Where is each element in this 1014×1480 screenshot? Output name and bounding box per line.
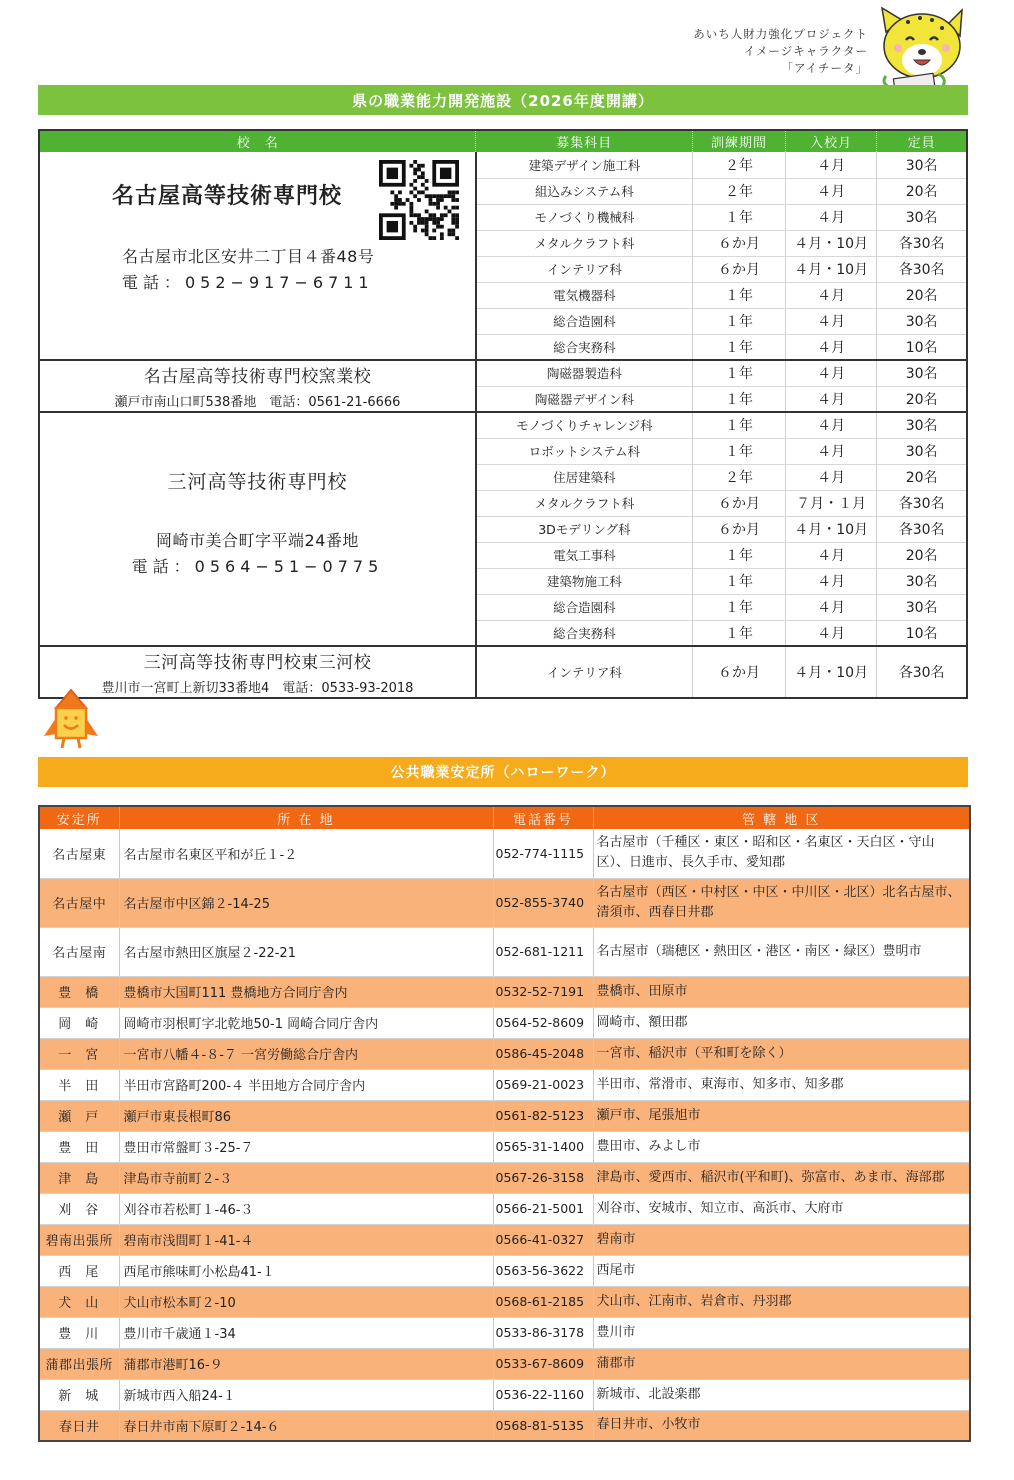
course-capacity: 20名 (877, 464, 967, 490)
training-table-header (39, 130, 967, 152)
course-name: インテリア科 (476, 256, 692, 282)
caption-line-1: あいち人財力強化プロジェクト (693, 27, 868, 41)
office-name: 岡崎 (39, 1007, 119, 1038)
hellowork-banner: 公共職業安定所（ハローワーク） (38, 757, 968, 787)
course-period: １年 (692, 594, 785, 620)
caption-line-3: 「アイチータ」 (781, 61, 868, 75)
office-name: 名古屋中 (39, 878, 119, 927)
hellowork-row (39, 1038, 970, 1069)
course-month: ７月・１月 (786, 490, 877, 516)
office-phone[interactable]: 0536-22-1160 (493, 1379, 593, 1410)
course-month: ４月 (786, 412, 877, 438)
course-month: ４月 (786, 360, 877, 386)
course-month: ４月 (786, 152, 877, 178)
header-month: 入校月 (786, 130, 877, 152)
office-address: 名古屋市名東区平和が丘１-２ (119, 829, 493, 878)
office-address: 刈谷市若松町１-46-３ (119, 1193, 493, 1224)
office-name: 豊川 (39, 1317, 119, 1348)
course-period: ６か月 (692, 256, 785, 282)
course-period: １年 (692, 568, 785, 594)
school-phone: 電話：052−917−6711 (122, 272, 374, 292)
header-phone: 電話番号 (493, 806, 593, 829)
course-capacity: 30名 (877, 152, 967, 178)
cheetah-mascot-icon (868, 2, 972, 94)
course-period: １年 (692, 620, 785, 646)
hellowork-row (39, 1193, 970, 1224)
office-address: 名古屋市中区錦２-14-25 (119, 878, 493, 927)
course-period: １年 (692, 204, 785, 230)
course-name: 建築物施工科 (476, 568, 692, 594)
course-row (39, 152, 967, 178)
office-address: 蒲郡市港町16-９ (119, 1348, 493, 1379)
course-name: 総合造園科 (476, 308, 692, 334)
office-name: 刈谷 (39, 1193, 119, 1224)
course-row (39, 412, 967, 438)
caption-line-2: イメージキャラクター (743, 44, 868, 58)
office-address: 津島市寺前町２-３ (119, 1162, 493, 1193)
office-area: 新城市、北設楽郡 (593, 1379, 970, 1410)
hellowork-table-header (39, 806, 970, 829)
course-name: モノづくり機械科 (476, 204, 692, 230)
course-name: 住居建築科 (476, 464, 692, 490)
office-area: 碧南市 (593, 1224, 970, 1255)
office-name: 津島 (39, 1162, 119, 1193)
course-period: １年 (692, 360, 785, 386)
hellowork-row (39, 927, 970, 976)
hellowork-row (39, 1162, 970, 1193)
office-address: 豊田市常盤町３-25-７ (119, 1131, 493, 1162)
office-name: 春日井 (39, 1410, 119, 1441)
hellowork-row (39, 1007, 970, 1038)
office-address: 碧南市浅間町１-41-４ (119, 1224, 493, 1255)
hellowork-row (39, 1224, 970, 1255)
office-phone[interactable]: 052-681-1211 (493, 927, 593, 976)
office-name: 犬山 (39, 1286, 119, 1317)
course-capacity: 20名 (877, 542, 967, 568)
course-month: ４月 (786, 204, 877, 230)
hellowork-row (39, 1286, 970, 1317)
office-area: 名古屋市（瑞穂区・熱田区・港区・南区・緑区）豊明市 (593, 927, 970, 976)
office-phone[interactable]: 0566-41-0327 (493, 1224, 593, 1255)
course-month: ４月・10月 (786, 646, 877, 698)
office-name: 豊橋 (39, 976, 119, 1007)
course-period: ６か月 (692, 646, 785, 698)
hellowork-row (39, 1255, 970, 1286)
course-capacity: 各30名 (877, 646, 967, 698)
training-facilities-banner: 県の職業能力開発施設（2026年度開講） (38, 85, 968, 115)
course-name: 3Dモデリング科 (476, 516, 692, 542)
header-course: 募集科目 (476, 130, 692, 152)
office-phone[interactable]: 0564-52-8609 (493, 1007, 593, 1038)
office-address: 一宮市八幡４-８-７ 一宮労働総合庁舎内 (119, 1038, 493, 1069)
school-cell (39, 646, 476, 698)
course-capacity: 30名 (877, 308, 967, 334)
pencil-rocket-icon (40, 688, 102, 752)
office-phone[interactable]: 0533-86-3178 (493, 1317, 593, 1348)
course-name: インテリア科 (476, 646, 692, 698)
course-name: 陶磁器デザイン科 (476, 386, 692, 412)
course-month: ４月・10月 (786, 256, 877, 282)
office-phone[interactable]: 0532-52-7191 (493, 976, 593, 1007)
office-name: 西尾 (39, 1255, 119, 1286)
course-period: １年 (692, 542, 785, 568)
course-month: ４月 (786, 334, 877, 360)
school-address: 岡崎市美合町字平端24番地 (156, 531, 359, 550)
course-month: ４月 (786, 568, 877, 594)
course-capacity: 各30名 (877, 516, 967, 542)
course-capacity: 20名 (877, 178, 967, 204)
course-period: １年 (692, 438, 785, 464)
office-address: 豊橋市大国町111 豊橋地方合同庁舎内 (119, 976, 493, 1007)
office-phone[interactable]: 0567-26-3158 (493, 1162, 593, 1193)
course-capacity: 10名 (877, 334, 967, 360)
office-name: 瀬戸 (39, 1100, 119, 1131)
course-capacity: 30名 (877, 594, 967, 620)
office-area: 半田市、常滑市、東海市、知多市、知多郡 (593, 1069, 970, 1100)
header-period: 訓練期間 (692, 130, 785, 152)
course-row (39, 646, 967, 698)
course-name: 総合実務科 (476, 620, 692, 646)
course-month: ４月 (786, 308, 877, 334)
school-name: 名古屋高等技術専門校窯業校 (143, 367, 372, 387)
course-capacity: 各30名 (877, 490, 967, 516)
office-address: 新城市西入船24-１ (119, 1379, 493, 1410)
hellowork-row (39, 829, 970, 878)
office-address: 瀬戸市東長根町86 (119, 1100, 493, 1131)
course-name: モノづくりチャレンジ科 (476, 412, 692, 438)
school-address: 瀬戸市南山口町538番地 電話：0561-21-6666 (114, 395, 401, 410)
office-area: 岡崎市、額田郡 (593, 1007, 970, 1038)
course-period: ６か月 (692, 516, 785, 542)
header-capacity: 定員 (877, 130, 967, 152)
office-phone[interactable]: 0561-82-5123 (493, 1100, 593, 1131)
office-address: 春日井市南下原町２-14-６ (119, 1410, 493, 1441)
course-name: 総合造園科 (476, 594, 692, 620)
hellowork-row (39, 1069, 970, 1100)
course-period: ２年 (692, 178, 785, 204)
office-phone[interactable]: 052-855-3740 (493, 878, 593, 927)
course-period: ６か月 (692, 490, 785, 516)
hellowork-row (39, 1348, 970, 1379)
header-address: 所 在 地 (119, 806, 493, 829)
course-period: １年 (692, 386, 785, 412)
course-name: 電気機器科 (476, 282, 692, 308)
office-area: 西尾市 (593, 1255, 970, 1286)
office-area: 名古屋市（千種区・東区・昭和区・名東区・天白区・守山区）、日進市、長久手市、愛知郡 (593, 829, 970, 878)
course-month: ４月 (786, 542, 877, 568)
office-phone[interactable]: 0566-21-5001 (493, 1193, 593, 1224)
header-office: 安定所 (39, 806, 119, 829)
office-area: 津島市、愛西市、稲沢市(平和町)、弥富市、あま市、海部郡 (593, 1162, 970, 1193)
office-area: 名古屋市（西区・中村区・中区・中川区・北区）北名古屋市、清須市、西春日井郡 (593, 878, 970, 927)
course-period: １年 (692, 282, 785, 308)
header-area: 管 轄 地 区 (593, 806, 970, 829)
course-month: ４月 (786, 594, 877, 620)
hellowork-row (39, 1379, 970, 1410)
course-capacity: 20名 (877, 282, 967, 308)
course-capacity: 30名 (877, 438, 967, 464)
course-capacity: 各30名 (877, 256, 967, 282)
course-capacity: 20名 (877, 386, 967, 412)
office-address: 豊川市千歳通１-34 (119, 1317, 493, 1348)
course-capacity: 30名 (877, 568, 967, 594)
office-address: 半田市宮路町200-４ 半田地方合同庁舎内 (119, 1069, 493, 1100)
course-month: ４月・10月 (786, 230, 877, 256)
course-period: ２年 (692, 152, 785, 178)
office-area: 犬山市、江南市、岩倉市、丹羽郡 (593, 1286, 970, 1317)
office-phone[interactable]: 0586-45-2048 (493, 1038, 593, 1069)
office-area: 刈谷市、安城市、知立市、高浜市、大府市 (593, 1193, 970, 1224)
office-area: 春日井市、小牧市 (593, 1410, 970, 1441)
course-name: メタルクラフト科 (476, 490, 692, 516)
office-area: 豊川市 (593, 1317, 970, 1348)
hellowork-table (38, 805, 971, 1442)
office-name: 半田 (39, 1069, 119, 1100)
course-row (39, 360, 967, 386)
course-month: ４月 (786, 386, 877, 412)
office-address: 名古屋市熱田区旗屋２-22-21 (119, 927, 493, 976)
office-name: 蒲郡出張所 (39, 1348, 119, 1379)
office-address: 犬山市松本町２-10 (119, 1286, 493, 1317)
course-month: ４月 (786, 620, 877, 646)
hellowork-row (39, 1100, 970, 1131)
office-phone[interactable]: 052-774-1115 (493, 829, 593, 878)
office-phone[interactable]: 0565-31-1400 (493, 1131, 593, 1162)
course-capacity: 各30名 (877, 230, 967, 256)
office-area: 豊橋市、田原市 (593, 976, 970, 1007)
school-address: 名古屋市北区安井二丁目４番48号 (122, 246, 375, 266)
office-address: 西尾市熊味町小松島41-１ (119, 1255, 493, 1286)
course-capacity: 30名 (877, 204, 967, 230)
office-name: 豊田 (39, 1131, 119, 1162)
mascot-caption (693, 26, 868, 77)
school-cell (39, 152, 476, 360)
course-period: １年 (692, 308, 785, 334)
school-cell (39, 412, 476, 646)
training-facilities-table (38, 129, 968, 699)
course-capacity: 10名 (877, 620, 967, 646)
course-period: ６か月 (692, 230, 785, 256)
course-name: ロボットシステム科 (476, 438, 692, 464)
hellowork-row (39, 1410, 970, 1441)
office-name: 名古屋南 (39, 927, 119, 976)
hellowork-row (39, 1131, 970, 1162)
course-month: ４月 (786, 464, 877, 490)
office-phone[interactable]: 0563-56-3622 (493, 1255, 593, 1286)
course-period: １年 (692, 334, 785, 360)
course-name: 建築デザイン施工科 (476, 152, 692, 178)
hellowork-row (39, 1317, 970, 1348)
hellowork-row (39, 976, 970, 1007)
header-school: 校 名 (39, 130, 476, 152)
office-phone[interactable]: 0533-67-8609 (493, 1348, 593, 1379)
course-month: ４月 (786, 282, 877, 308)
course-name: メタルクラフト科 (476, 230, 692, 256)
course-name: 電気工事科 (476, 542, 692, 568)
office-name: 新城 (39, 1379, 119, 1410)
office-phone[interactable]: 0568-61-2185 (493, 1286, 593, 1317)
office-name: 碧南出張所 (39, 1224, 119, 1255)
office-area: 蒲郡市 (593, 1348, 970, 1379)
school-name: 三河高等技術専門校 (167, 471, 348, 493)
course-name: 組込みシステム科 (476, 178, 692, 204)
course-month: ４月 (786, 178, 877, 204)
school-name: 三河高等技術専門校東三河校 (143, 653, 372, 673)
office-address: 岡崎市羽根町字北乾地50-1 岡崎合同庁舎内 (119, 1007, 493, 1038)
office-name: 名古屋東 (39, 829, 119, 878)
office-phone[interactable]: 0569-21-0023 (493, 1069, 593, 1100)
course-capacity: 30名 (877, 360, 967, 386)
course-period: １年 (692, 412, 785, 438)
school-cell (39, 360, 476, 412)
qr-code-icon[interactable] (379, 160, 459, 240)
course-month: ４月・10月 (786, 516, 877, 542)
office-area: 豊田市、みよし市 (593, 1131, 970, 1162)
course-period: ２年 (692, 464, 785, 490)
course-name: 総合実務科 (476, 334, 692, 360)
office-area: 一宮市、稲沢市（平和町を除く） (593, 1038, 970, 1069)
office-name: 一宮 (39, 1038, 119, 1069)
course-month: ４月 (786, 438, 877, 464)
school-name: 名古屋高等技術専門校 (112, 183, 343, 209)
school-phone: 電話：0564−51−0775 (131, 557, 384, 576)
course-capacity: 30名 (877, 412, 967, 438)
office-phone[interactable]: 0568-81-5135 (493, 1410, 593, 1441)
office-area: 瀬戸市、尾張旭市 (593, 1100, 970, 1131)
hellowork-row (39, 878, 970, 927)
school-address: 豊川市一宮町上新切33番地4 電話：0533-93-2018 (101, 681, 414, 696)
course-name: 陶磁器製造科 (476, 360, 692, 386)
